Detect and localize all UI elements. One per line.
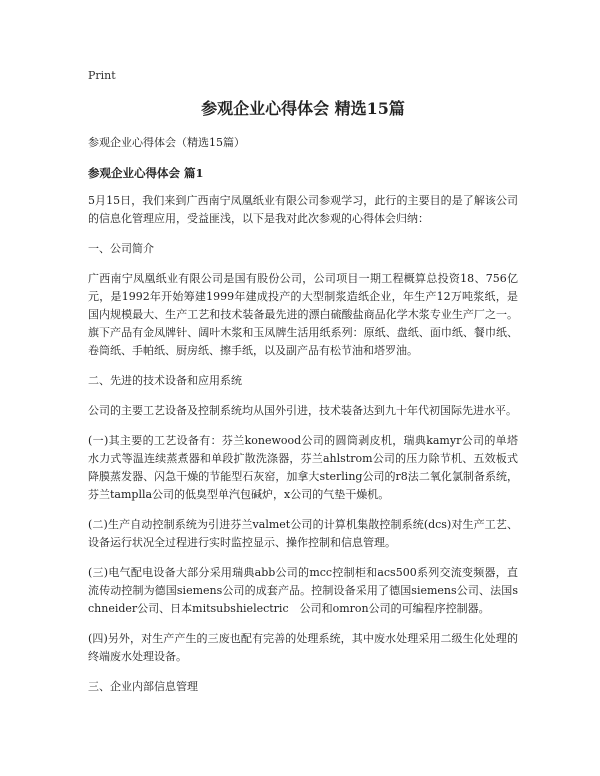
technology-item-3: (三)电气配电设备大部分采用瑞典abb公司的mcc控制柜和acs500系列交流变频器，直流传动控制为德国siemens公司的成套产品。控制设备采用了德国siemens公司、法国schneider公司、日本mitsubshielectric 公司和omron公司的可编程序控制器。 [88, 566, 518, 615]
intro-paragraph: 5月15日，我们来到广西南宁凤凰纸业有限公司参观学习，此行的主要目的是了解该公司的信息化管理应用，受益匪浅，以下是我对此次参观的心得体会归纳： [88, 194, 518, 225]
document-title: 参观企业心得体会 精选15篇 [201, 99, 405, 118]
company-intro-paragraph: 广西南宁凤凰纸业有限公司是国有股份公司，公司项目一期工程概算总投资18、756亿元，是1992年开始筹建1999年建成投产的大型制浆造纸企业，年生产12万吨浆纸，是国内规模最大、生产工艺和技术装备最先进的漂白硫酸盐商品化学木浆专业生产厂之一。旗下产品有金凤牌针、阔叶木浆和玉凤牌生活用纸系列：原纸、盘纸、面巾纸、餐巾纸、卷筒纸、手帕纸、厨房纸、擦手纸，以及副产品有松节油和塔罗油。 [88, 272, 518, 357]
section-heading-technology: 二、先进的技术设备和应用系统 [88, 374, 242, 387]
article-heading: 参观企业心得体会 篇1 [88, 166, 204, 180]
document-subtitle: 参观企业心得体会（精选15篇） [88, 136, 245, 149]
document-page [88, 68, 518, 708]
technology-item-1: (一)其主要的工艺设备有：芬兰konewood公司的圆筒剥皮机，瑞典kamyr公司的单塔水力式等温连续蒸煮器和单段扩散洗涤器，芬兰ahlstrom公司的压力除节机、五效板式降膜蒸发器、闪急干燥的节能型石灰窑，加拿大sterling公司的r8法二氧化氯制备系统，芬兰tamplla公司的低臭型单汽包碱炉，x公司的气垫干燥机。 [88, 434, 518, 501]
section-heading-info-management: 三、企业内部信息管理 [88, 680, 198, 693]
section-heading-company: 一、公司简介 [88, 242, 154, 255]
technology-item-4: (四)另外，对生产产生的三废也配有完善的处理系统，其中废水处理采用二级生化处理的终端废水处理设备。 [88, 632, 518, 663]
technology-intro-paragraph: 公司的主要工艺设备及控制系统均从国外引进，技术装备达到九十年代初国际先进水平。 [88, 404, 517, 417]
technology-item-2: (二)生产自动控制系统为引进芬兰valmet公司的计算机集散控制系统(dcs)对生产工艺、设备运行状况全过程进行实时监控显示、操作控制和信息管理。 [88, 518, 518, 549]
print-link[interactable]: Print [88, 69, 116, 82]
